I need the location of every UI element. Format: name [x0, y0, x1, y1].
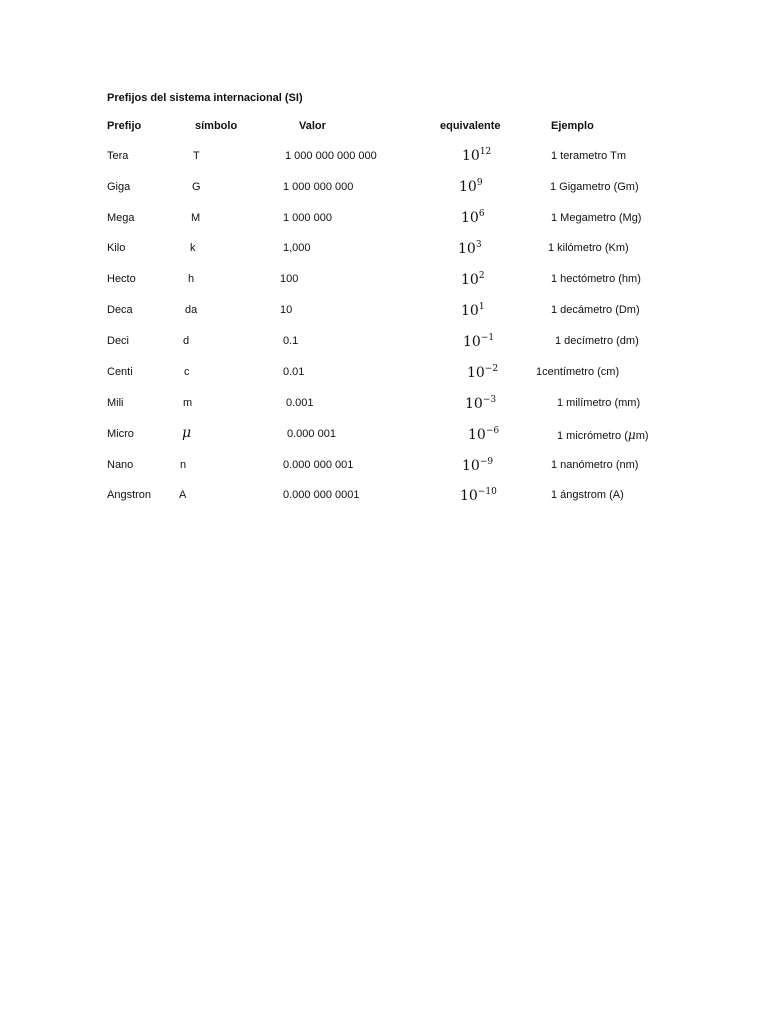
prefix-example: 1 decímetro (dm) — [555, 335, 639, 347]
prefix-name: Deci — [107, 335, 130, 347]
prefix-value: 1 000 000 000 000 — [285, 150, 377, 162]
power-base: 10 — [468, 427, 486, 443]
prefix-example: 1 Megametro (Mg) — [551, 212, 642, 224]
prefix-example — [557, 428, 649, 442]
table-row — [0, 242, 768, 268]
table-row — [0, 304, 768, 330]
prefix-symbol: n — [180, 459, 187, 471]
mu-symbol: μ — [627, 428, 636, 442]
power-of-ten — [460, 488, 497, 504]
prefix-symbol: c — [184, 366, 190, 378]
prefix-value: 0.000 000 0001 — [283, 489, 360, 501]
prefix-symbol: da — [185, 304, 198, 316]
power-exponent: −3 — [482, 395, 497, 405]
prefix-symbol: k — [190, 242, 196, 254]
prefix-value: 1,000 — [283, 242, 311, 254]
example-text: 1 micrómetro ( — [557, 430, 628, 442]
power-of-ten — [461, 303, 485, 319]
prefix-name: Nano — [107, 459, 134, 471]
prefix-symbol: h — [188, 273, 195, 285]
power-base: 10 — [462, 148, 480, 164]
prefix-name: Mega — [107, 212, 135, 224]
prefix-symbol: μ — [182, 425, 192, 441]
prefix-value: 10 — [280, 304, 293, 316]
prefix-example: 1 nanómetro (nm) — [551, 459, 639, 471]
example-text: m) — [635, 430, 649, 442]
prefix-example: 1centímetro (cm) — [536, 366, 620, 378]
document-title: Prefijos del sistema internacional (SI) — [107, 92, 303, 104]
power-base: 10 — [460, 488, 478, 504]
header-simbolo: símbolo — [195, 120, 238, 132]
prefix-value: 0.1 — [283, 335, 299, 347]
prefix-example: 1 Gigametro (Gm) — [550, 181, 639, 193]
table-row — [0, 366, 768, 392]
power-base: 10 — [459, 179, 477, 195]
prefix-value: 0.000 001 — [287, 428, 336, 440]
table-row — [0, 425, 768, 454]
power-base: 10 — [465, 396, 483, 412]
power-of-ten — [459, 179, 483, 195]
table-row — [0, 209, 768, 238]
prefix-name: Hecto — [107, 273, 136, 285]
prefix-example: 1 decámetro (Dm) — [551, 304, 640, 316]
prefix-value: 1 000 000 — [283, 212, 332, 224]
power-of-ten — [461, 210, 485, 226]
power-of-ten — [461, 272, 485, 288]
power-exponent: 2 — [478, 271, 485, 281]
power-exponent: 12 — [479, 147, 492, 157]
power-of-ten — [462, 458, 493, 474]
prefix-value: 0.000 000 001 — [283, 459, 354, 471]
prefix-name: Tera — [107, 150, 129, 162]
prefix-name: Micro — [107, 428, 134, 440]
prefix-example: 1 ángstrom (A) — [551, 489, 624, 501]
prefix-example: 1 milímetro (mm) — [557, 397, 641, 409]
prefix-symbol: T — [193, 150, 200, 162]
power-exponent: −2 — [484, 364, 499, 374]
power-of-ten — [458, 241, 482, 257]
table-row — [0, 147, 768, 176]
power-base: 10 — [462, 458, 480, 474]
prefix-name: Mili — [107, 397, 124, 409]
power-exponent: 9 — [476, 178, 483, 188]
power-base: 10 — [458, 241, 476, 257]
prefix-name: Giga — [107, 181, 131, 193]
power-of-ten — [468, 427, 499, 443]
prefix-symbol: G — [192, 181, 201, 193]
table-row — [0, 459, 768, 485]
power-exponent: −1 — [480, 333, 495, 343]
prefix-example: 1 hectómetro (hm) — [551, 273, 641, 285]
prefix-symbol: m — [183, 397, 193, 409]
header-ejemplo: Ejemplo — [551, 120, 594, 132]
power-base: 10 — [461, 303, 479, 319]
prefix-example: 1 kilómetro (Km) — [548, 242, 629, 254]
power-exponent: 1 — [478, 302, 485, 312]
table-row — [0, 489, 768, 515]
prefix-symbol: A — [179, 489, 187, 501]
power-base: 10 — [461, 272, 479, 288]
power-base: 10 — [467, 365, 485, 381]
prefix-value: 1 000 000 000 — [283, 181, 354, 193]
prefix-example: 1 terametro Tm — [551, 150, 626, 162]
prefix-name: Centi — [107, 366, 133, 378]
power-of-ten — [462, 148, 491, 164]
table-row — [0, 178, 768, 207]
table-row — [0, 397, 768, 423]
table-row — [0, 335, 768, 361]
header-equivalente: equivalente — [440, 120, 501, 132]
prefix-value: 100 — [280, 273, 299, 285]
table-row — [0, 273, 768, 299]
prefix-name: Deca — [107, 304, 133, 316]
prefix-symbol: d — [183, 335, 190, 347]
power-exponent: −9 — [479, 457, 494, 467]
prefix-name: Kilo — [107, 242, 126, 254]
power-of-ten — [463, 334, 494, 350]
prefix-name: Angstron — [107, 489, 152, 501]
prefix-value: 0.001 — [286, 397, 314, 409]
header-prefijo: Prefijo — [107, 120, 142, 132]
power-exponent: −6 — [485, 426, 500, 436]
power-exponent: 6 — [478, 209, 485, 219]
prefix-value: 0.01 — [283, 366, 305, 378]
prefix-symbol: M — [191, 212, 201, 224]
power-of-ten — [467, 365, 498, 381]
power-exponent: −10 — [477, 487, 497, 497]
header-valor: Valor — [299, 120, 326, 132]
power-of-ten — [465, 396, 496, 412]
power-base: 10 — [461, 210, 479, 226]
power-exponent: 3 — [475, 240, 482, 250]
power-base: 10 — [463, 334, 481, 350]
